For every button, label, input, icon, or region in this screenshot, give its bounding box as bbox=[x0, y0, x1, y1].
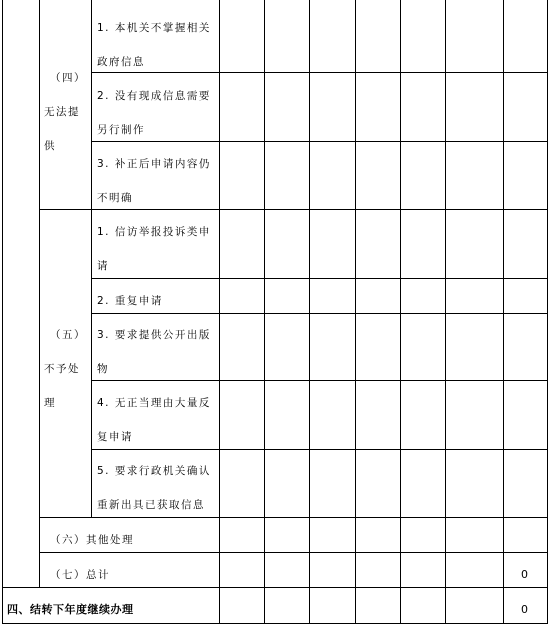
row-line bbox=[91, 380, 548, 381]
column-divider-4 bbox=[355, 0, 356, 624]
row-seven-total: 0 bbox=[521, 568, 528, 581]
item-4-3-line1: 3. 补正后申请内容仍 bbox=[97, 158, 211, 170]
section-four-label: 四、结转下年度继续办理 bbox=[7, 603, 134, 616]
group-four-label-line2: 无法提 bbox=[44, 106, 80, 118]
item-5-1-line1: 1. 信访举报投诉类申 bbox=[97, 226, 211, 238]
column-divider-1 bbox=[219, 0, 220, 624]
column-divider-category bbox=[39, 0, 40, 587]
row-line bbox=[39, 209, 548, 210]
row-line bbox=[91, 278, 548, 279]
item-4-2-line2: 另行制作 bbox=[97, 124, 145, 136]
table-border-right bbox=[547, 0, 548, 624]
row-line bbox=[2, 587, 548, 588]
column-divider-2 bbox=[264, 0, 265, 624]
item-5-4-line1: 4. 无正当理由大量反 bbox=[97, 397, 211, 409]
group-five-label-line2: 不予处 bbox=[44, 363, 80, 375]
group-four-label-line3: 供 bbox=[44, 140, 56, 152]
row-line bbox=[91, 313, 548, 314]
item-4-1-line2: 政府信息 bbox=[97, 56, 145, 68]
section-four-total: 0 bbox=[521, 603, 528, 616]
column-divider-7 bbox=[503, 0, 504, 624]
row-six-label: （六）其他处理 bbox=[50, 534, 134, 546]
item-5-4-line2: 复申请 bbox=[97, 431, 133, 443]
item-5-2-line1: 2. 重复申请 bbox=[97, 295, 163, 307]
item-5-1-line2: 请 bbox=[97, 260, 109, 272]
item-5-3-line2: 物 bbox=[97, 363, 109, 375]
table-border-left bbox=[2, 0, 3, 624]
row-line bbox=[39, 552, 548, 553]
item-5-3-line1: 3. 要求提供公开出版 bbox=[97, 329, 211, 341]
column-divider-3 bbox=[309, 0, 310, 624]
item-4-1-line1: 1. 本机关不掌握相关 bbox=[97, 22, 211, 34]
column-divider-subcategory bbox=[91, 0, 92, 517]
row-line bbox=[91, 449, 548, 450]
item-4-3-line2: 不明确 bbox=[97, 192, 133, 204]
row-line bbox=[91, 72, 548, 73]
group-five-label-line3: 理 bbox=[44, 397, 56, 409]
column-divider-5 bbox=[400, 0, 401, 624]
table-border-bottom bbox=[2, 623, 548, 624]
item-4-2-line1: 2. 没有现成信息需要 bbox=[97, 90, 211, 102]
item-5-5-line2: 重新出具已获取信息 bbox=[97, 499, 205, 511]
group-five-label-line1: （五） bbox=[50, 329, 86, 341]
item-5-5-line1: 5. 要求行政机关确认 bbox=[97, 465, 211, 477]
row-line bbox=[39, 517, 548, 518]
row-seven-label: （七）总计 bbox=[50, 569, 110, 581]
column-divider-6 bbox=[445, 0, 446, 624]
row-line bbox=[91, 141, 548, 142]
group-four-label-line1: （四） bbox=[50, 72, 86, 84]
